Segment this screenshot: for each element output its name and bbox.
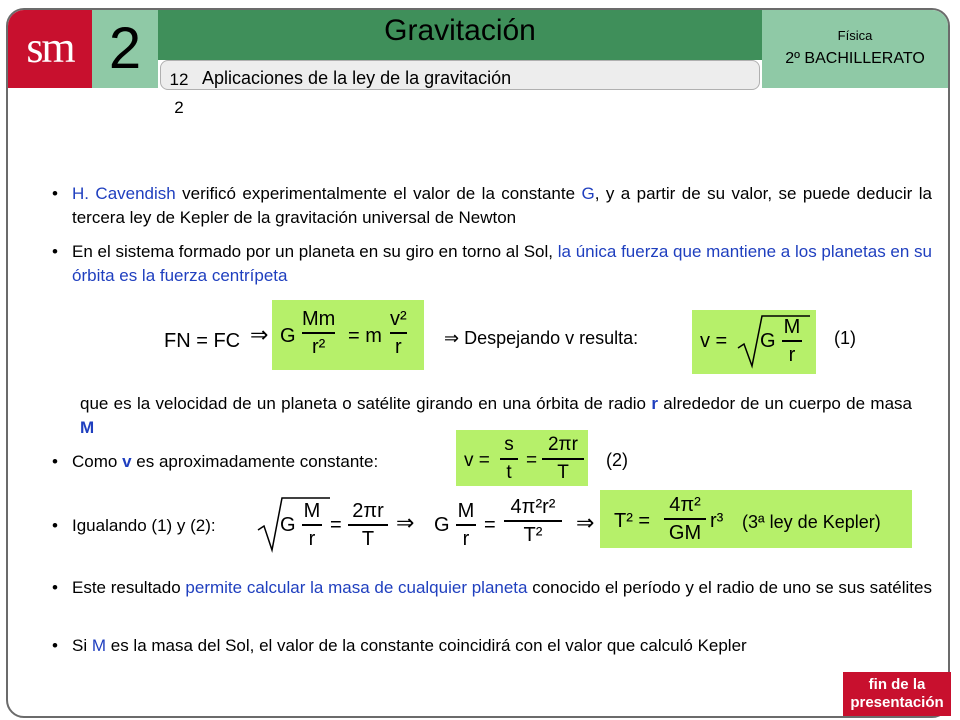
subject-label: Física <box>837 28 873 43</box>
eq3-fraction-m-r: M r <box>303 500 321 550</box>
eq-fraction-v2-r: v² r <box>390 308 407 358</box>
kepler-label: (3ª ley de Kepler) <box>742 512 881 532</box>
bullet-constante: • Como v es aproximadamente constante: <box>52 450 452 474</box>
section-subtitle: Aplicaciones de la ley de la gravitación <box>202 68 512 88</box>
bullet-icon: • <box>52 242 58 261</box>
eq3-equals: = <box>330 514 342 536</box>
eq4-g: G <box>434 514 450 536</box>
eq1-g: G <box>760 330 776 352</box>
bullet-icon: • <box>52 452 58 471</box>
eq2-fraction-2pir-t: 2πr T <box>542 432 584 486</box>
bullet-cavendish: • H. Cavendish verificó experimentalmente el valor de la constante G, y a partir de su valor, se puede deducir la tercera ley de Kepler de la gravitación universal de Newton <box>52 184 932 227</box>
bullet-icon: • <box>52 516 58 535</box>
bullet-igualando: • Igualando (1) y (2): <box>52 514 272 538</box>
equation-fn-fc: FN = FC <box>164 330 241 352</box>
bullet-resultado: • Este resultado permite calcular la masa de cualquier planeta conocido el período y el radio de uno se sus satélites <box>52 576 932 600</box>
section-number: 12 2 <box>169 70 189 117</box>
eq4-fraction-m-r: M r <box>457 500 475 550</box>
page-title: Gravitación <box>384 14 536 47</box>
eq2-equals: = <box>526 450 538 471</box>
implies-arrow: ⇒ <box>250 322 269 347</box>
eq-g-symbol: G <box>280 325 296 347</box>
implies-arrow: ⇒ <box>396 510 415 535</box>
eq4-equals: = <box>484 514 496 536</box>
eq2-fraction-s-t: s t <box>500 432 518 486</box>
end-presentation-button[interactable]: fin de la presentación <box>843 672 951 716</box>
eq5-fraction-4pi2-gm: 4π² GM <box>664 492 706 546</box>
eq3-fraction-2pir-t: 2πr T <box>348 498 388 552</box>
sm-logo: sm <box>8 10 92 88</box>
eq5-r3: r³ <box>710 510 724 532</box>
eq3-g: G <box>280 514 296 536</box>
implies-arrow: ⇒ <box>576 510 595 535</box>
eq1-v-equals: v = <box>700 330 728 352</box>
eq4-fraction-4pi2r2-t2: 4π²r² T² <box>504 494 562 548</box>
eq-equals-m: = m <box>348 325 382 347</box>
eq2-v-equals: v = <box>464 450 490 471</box>
bullet-sol: • Si M es la masa del Sol, el valor de la constante coincidirá con el valor que calculó Kepler <box>52 634 916 658</box>
bullet-icon: • <box>52 636 58 655</box>
chapter-number: 2 <box>92 10 158 88</box>
level-label: 2º BACHILLERATO <box>785 50 925 67</box>
bullet-icon: • <box>52 578 58 597</box>
eq1-label: (1) <box>834 328 856 348</box>
eq2-label: (2) <box>606 450 628 470</box>
velocity-paragraph: que es la velocidad de un planeta o satélite girando en una órbita de radio r alrededor de un cuerpo de masa M <box>80 394 912 437</box>
eq5-t2-equals: T² = <box>614 510 651 532</box>
eq1-fraction-m-r: M r <box>783 316 801 366</box>
despejando-text: ⇒ Despejando v resulta: <box>444 328 639 348</box>
eq-fraction-mm-r2: Mm r² <box>302 308 336 358</box>
bullet-icon: • <box>52 184 58 203</box>
bullet-sistema: • En el sistema formado por un planeta en su giro en torno al Sol, la única fuerza que mantiene a los planetas en su órbita es la fuerza centrípeta <box>52 242 933 285</box>
subject-box <box>762 10 948 88</box>
